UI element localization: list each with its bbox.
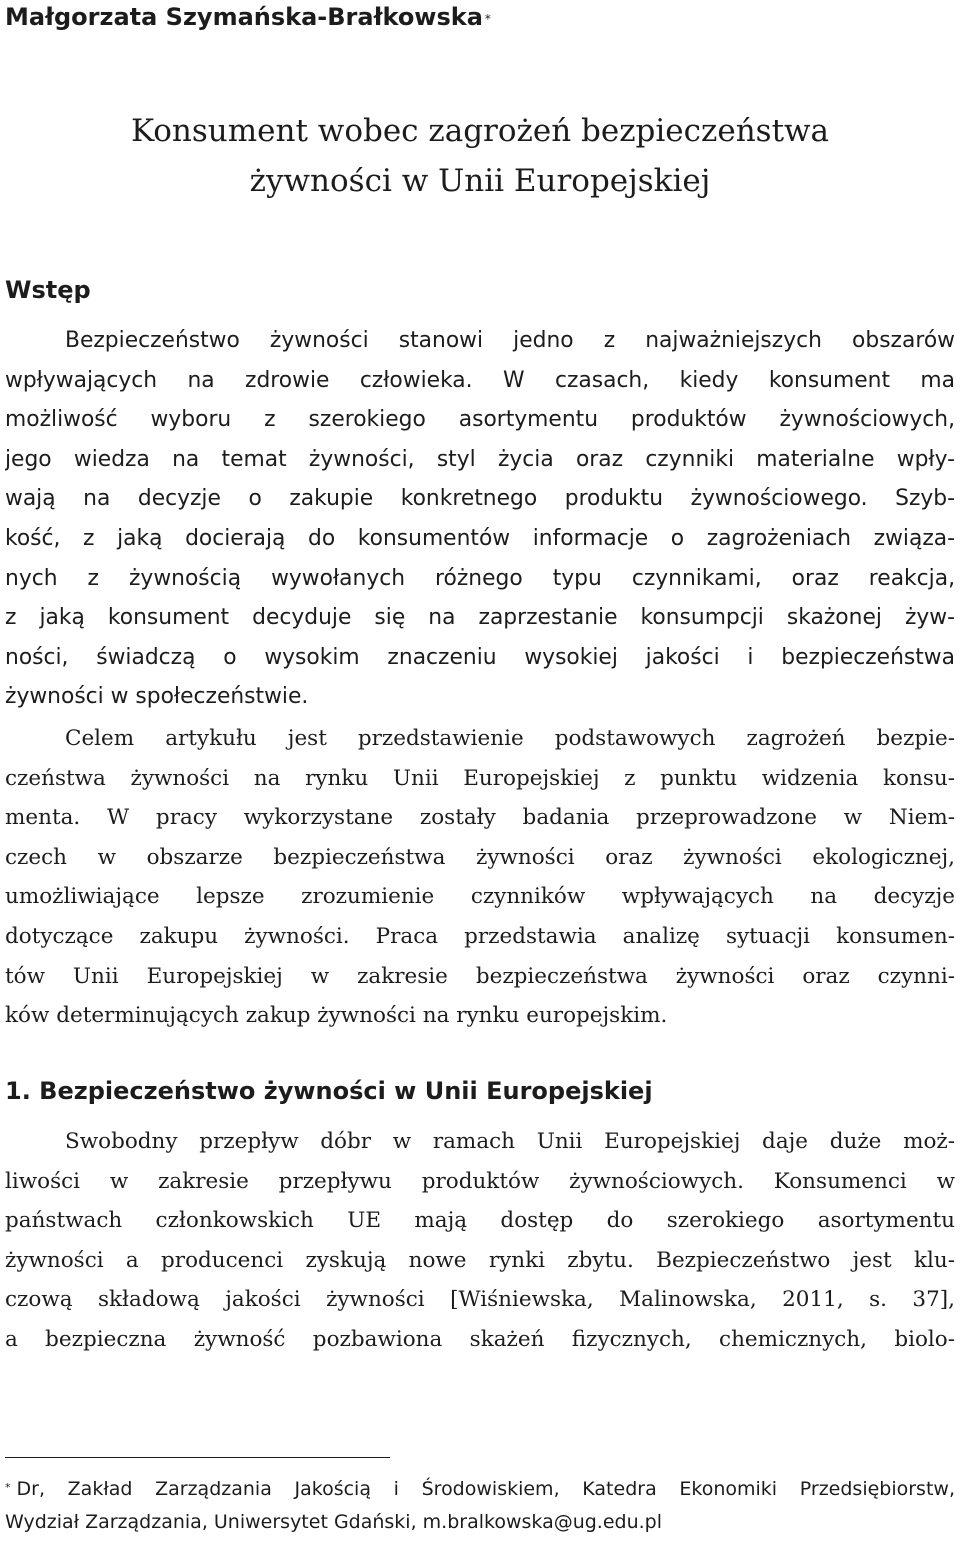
intro-heading: Wstęp — [5, 276, 91, 304]
text-line: Swobodny przepływ dóbr w ramach Unii Europejskiej daje duże moż- — [65, 1129, 955, 1154]
text-line: nych z żywnością wywołanych różnego typu czynnikami, oraz reakcja, — [5, 565, 955, 591]
article-title — [0, 106, 960, 206]
footnote-marker: * — [5, 1481, 11, 1494]
text-line: dotyczące zakupu żywności. Praca przedstawia analizę sytuacji konsumen- — [5, 923, 955, 949]
text-line: Bezpieczeństwo żywności stanowi jedno z najważniejszych obszarów — [65, 328, 955, 353]
text-line: wpływających na zdrowie człowieka. W czasach, kiedy konsument ma — [5, 367, 955, 393]
text-line: jego wiedza na temat żywności, styl życia oraz czynniki materialne wpły- — [5, 446, 955, 472]
text-line: kość, z jaką docierają do konsumentów informacje o zagrożeniach związa- — [5, 525, 955, 551]
text-line: czową składową jakości żywności [Wiśniewska, Malinowska, 2011, s. 37], — [5, 1287, 955, 1313]
footnote-line-2: Wydział Zarządzania, Uniwersytet Gdański, m.bralkowska@ug.edu.pl — [5, 1511, 663, 1533]
footnote-line-1 — [5, 1473, 955, 1506]
footnote-line-1-text: Dr, Zakład Zarządzania Jakością i Środowiskiem, Katedra Ekonomiki Przedsiębiorstw, — [16, 1478, 955, 1500]
text-line: tów Unii Europejskiej w zakresie bezpieczeństwa żywności oraz czynni- — [5, 963, 955, 989]
text-line: ków determinujących zakup żywności na rynku europejskim. — [5, 1003, 668, 1029]
article-title-line-2: żywności w Unii Europejskiej — [249, 163, 711, 199]
text-line: żywności w społeczeństwie. — [5, 684, 309, 710]
text-line: liwości w zakresie przepływu produktów żywnościowych. Konsumenci w — [5, 1168, 955, 1194]
intro-paragraph-1 — [5, 321, 955, 717]
text-line: czech w obszarze bezpieczeństwa żywności oraz żywności ekologicznej, — [5, 844, 955, 870]
text-line: możliwość wyboru z szerokiego asortymentu produktów żywnościowych, — [5, 407, 955, 433]
section-1-heading: 1. Bezpieczeństwo żywności w Unii Europejskiej — [5, 1077, 653, 1105]
text-line: żywności a producenci zyskują nowe rynki zbytu. Bezpieczeństwo jest klu- — [5, 1247, 955, 1273]
text-line: menta. W pracy wykorzystane zostały badania przeprowadzone w Niem- — [5, 805, 955, 831]
footnote-divider — [5, 1457, 390, 1458]
text-line: czeństwa żywności na rynku Unii Europejskiej z punktu widzenia konsu- — [5, 765, 955, 791]
text-line: umożliwiające lepsze zrozumienie czynników wpływających na decyzje — [5, 884, 955, 910]
author-name-text: Małgorzata Szymańska-Brałkowska — [5, 3, 483, 31]
intro-paragraph-2 — [5, 719, 955, 1036]
author-name — [5, 0, 491, 34]
author-footnote-marker: * — [484, 12, 491, 26]
article-title-line-1: Konsument wobec zagrożeń bezpieczeństwa — [130, 113, 830, 149]
footnote — [5, 1473, 955, 1539]
text-line: Celem artykułu jest przedstawienie podstawowych zagrożeń bezpie- — [65, 726, 955, 751]
text-line: państwach członkowskich UE mają dostęp do szerokiego asortymentu — [5, 1208, 955, 1234]
text-line: z jaką konsument decyduje się na zaprzestanie konsumpcji skażonej żyw- — [5, 605, 955, 631]
text-line: a bezpieczna żywność pozbawiona skażeń fizycznych, chemicznych, biolo- — [5, 1326, 955, 1352]
text-line: ności, świadczą o wysokim znaczeniu wysokiej jakości i bezpieczeństwa — [5, 644, 955, 670]
section-1-paragraph-1 — [5, 1122, 955, 1360]
text-line: wają na decyzje o zakupie konkretnego produktu żywnościowego. Szyb- — [5, 486, 955, 512]
